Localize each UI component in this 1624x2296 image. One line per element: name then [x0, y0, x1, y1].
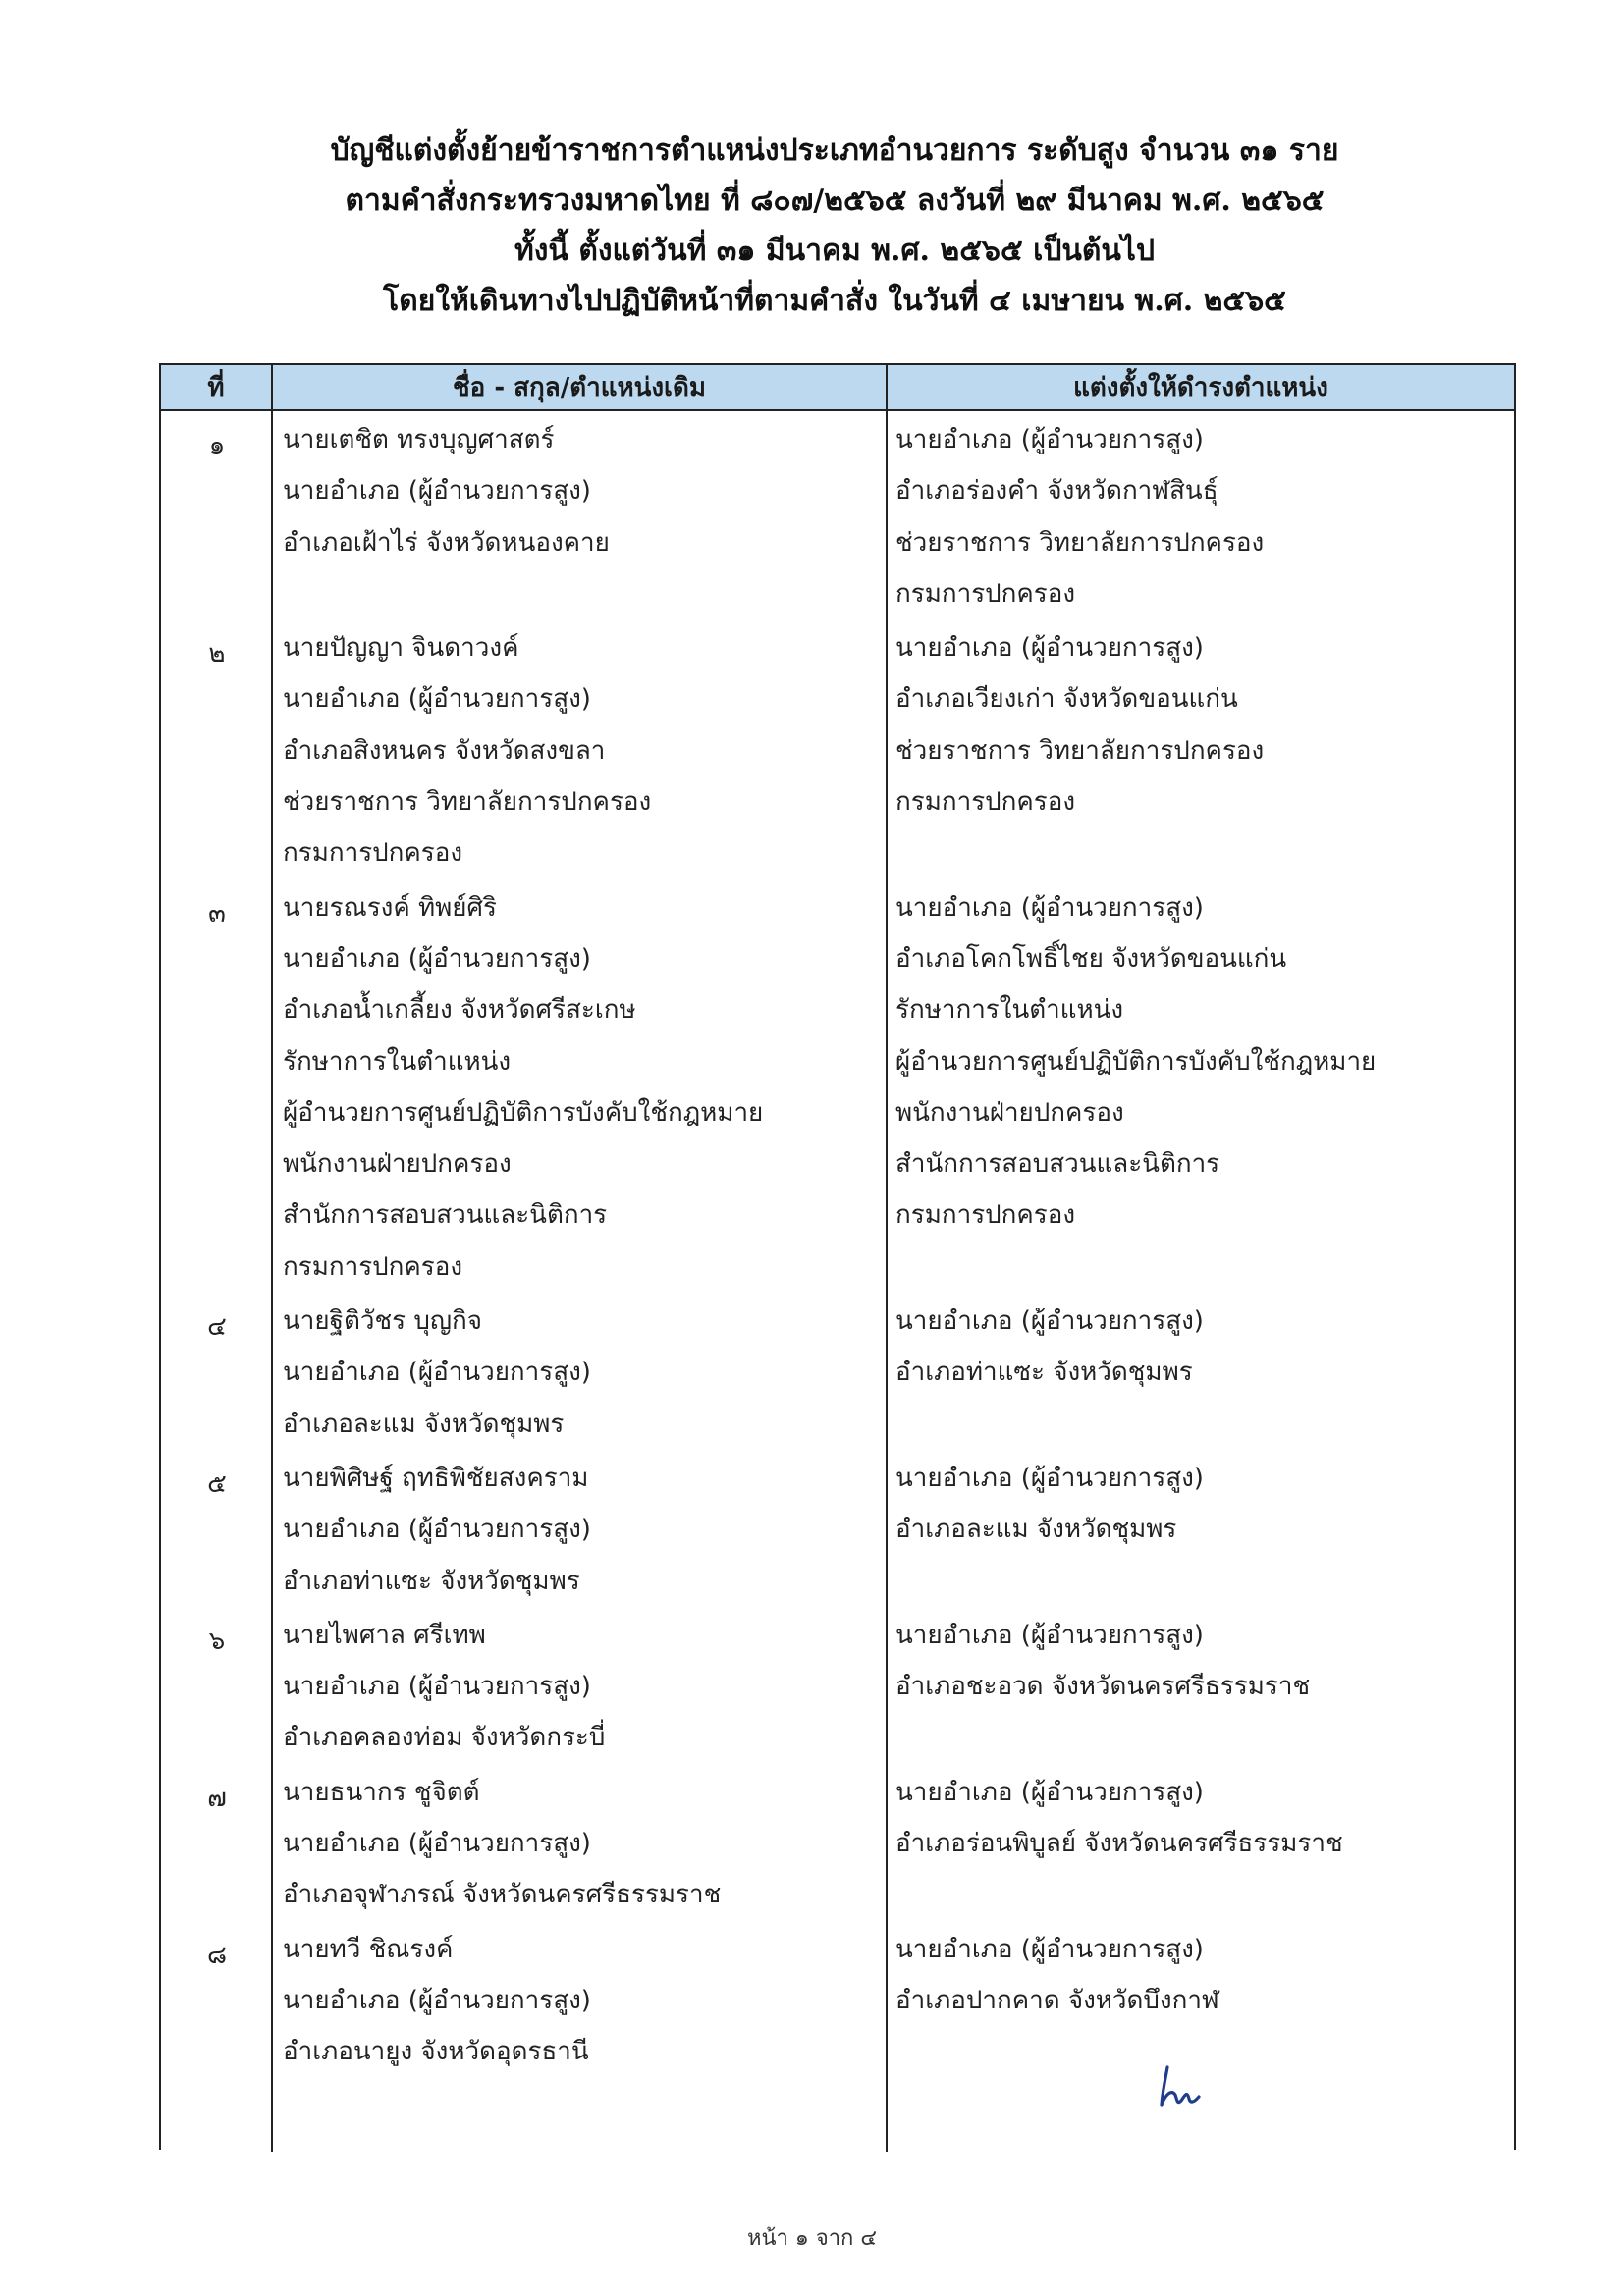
cell-line: กรมการปกครอง — [895, 1201, 1076, 1231]
cell-line: อำเภอท่าแซะ จังหวัดชุมพร — [283, 1566, 580, 1596]
cell-line — [895, 1869, 1514, 1920]
row-number: ๑ — [208, 431, 226, 460]
cell-line: อำเภอละแม จังหวัดชุมพร — [895, 1515, 1177, 1545]
cell-line — [895, 828, 1514, 879]
appointment-table — [159, 363, 1516, 2150]
cell-line — [895, 1712, 1514, 1763]
cell-line: อำเภอนายูง จังหวัดอุดรธานี — [283, 2037, 589, 2067]
cell-line: รักษาการในตำแหน่ง — [895, 995, 1124, 1026]
cell-line: กรมการปกครอง — [895, 787, 1076, 818]
row-number: ๔ — [207, 1312, 227, 1343]
cell-line: สำนักการสอบสวนและนิติการ — [283, 1201, 608, 1231]
cell-line — [895, 1242, 1514, 1293]
cell-line: นายอำเภอ (ผู้อำนวยการสูง) — [895, 633, 1204, 664]
header-line-1: บัญชีแต่งตั้งย้ายข้าราชการตำแหน่งประเภทอำนวยการ ระดับสูง จำนวน ๓๑ ราย — [330, 133, 1339, 168]
name-old-position-cell — [273, 1453, 888, 1607]
cell-line: นายอำเภอ (ผู้อำนวยการสูง) — [283, 476, 591, 507]
header-line-4: โดยให้เดินทางไปปฏิบัติหน้าที่ตามคำสั่ง ในวันที่ ๔ เมษายน พ.ศ. ๒๕๖๕ — [383, 284, 1286, 318]
row-number: ๖ — [208, 1626, 226, 1656]
cell-line: อำเภอร่องคำ จังหวัดกาฬสินธุ์ — [895, 476, 1218, 507]
cell-line: นายอำเภอ (ผู้อำนวยการสูง) — [895, 1463, 1204, 1493]
cell-line: นายรณรงค์ ทิพย์ศิริ — [283, 892, 497, 923]
table-row — [161, 880, 1514, 1293]
new-position-cell — [888, 1296, 1514, 1450]
cell-line: รักษาการในตำแหน่ง — [283, 1046, 512, 1077]
new-position-cell — [888, 622, 1514, 879]
document-header — [157, 126, 1512, 326]
cell-line: นายทวี ชิณรงค์ — [283, 1934, 454, 1964]
header-line-3: ทั้งนี้ ตั้งแต่วันที่ ๓๑ มีนาคม พ.ศ. ๒๕๖๕ เป็นต้นไป — [514, 234, 1156, 268]
cell-line: อำเภอสิงหนคร จังหวัดสงขลา — [283, 735, 606, 766]
table-row — [161, 619, 1514, 879]
cell-line: นายไพศาล ศรีเทพ — [283, 1620, 486, 1650]
name-old-position-cell — [273, 414, 888, 619]
cell-line: อำเภอละแม จังหวัดชุมพร — [283, 1409, 565, 1439]
cell-line: นายอำเภอ (ผู้อำนวยการสูง) — [895, 1620, 1204, 1650]
cell-line: นายอำเภอ (ผู้อำนวยการสูง) — [283, 1515, 591, 1545]
cell-line: สำนักการสอบสวนและนิติการ — [895, 1149, 1220, 1180]
cell-line: อำเภอโคกโพธิ์ไชย จังหวัดขอนแก่น — [895, 943, 1287, 974]
cell-line: ช่วยราชการ วิทยาลัยการปกครอง — [283, 787, 652, 818]
row-number: ๘ — [206, 1940, 228, 1970]
table-row — [161, 1921, 1514, 2078]
table-header — [161, 363, 1514, 411]
page-number: หน้า ๑ จาก ๔ — [746, 2226, 878, 2251]
cell-line: อำเภอน้ำเกลี้ยง จังหวัดศรีสะเกษ — [283, 995, 636, 1026]
cell-line: นายอำเภอ (ผู้อำนวยการสูง) — [283, 1985, 591, 2015]
cell-line: อำเภอปากคาด จังหวัดบึงกาฬ — [895, 1985, 1219, 2015]
cell-line: นายอำเภอ (ผู้อำนวยการสูง) — [895, 1777, 1204, 1807]
cell-line: นายอำเภอ (ผู้อำนวยการสูง) — [895, 1307, 1204, 1337]
table-rows — [161, 411, 1514, 2078]
cell-line: นายอำเภอ (ผู้อำนวยการสูง) — [283, 1672, 591, 1702]
new-position-cell — [888, 1453, 1514, 1607]
column-header-no: ที่ — [161, 365, 273, 409]
header-line-2: ตามคำสั่งกระทรวงมหาดไทย ที่ ๘๐๗/๒๕๖๕ ลงวันที่ ๒๙ มีนาคม พ.ศ. ๒๕๖๕ — [345, 184, 1325, 218]
cell-line: นายอำเภอ (ผู้อำนวยการสูง) — [283, 1829, 591, 1859]
cell-line: อำเภอเวียงเก่า จังหวัดขอนแก่น — [895, 684, 1238, 715]
cell-line: นายปัญญา จินดาวงค์ — [283, 633, 519, 664]
cell-line: นายอำเภอ (ผู้อำนวยการสูง) — [895, 892, 1204, 923]
row-number: ๒ — [208, 639, 226, 669]
cell-line: นายอำเภอ (ผู้อำนวยการสูง) — [283, 943, 591, 974]
cell-line: ช่วยราชการ วิทยาลัยการปกครอง — [895, 735, 1265, 766]
cell-line: นายอำเภอ (ผู้อำนวยการสูง) — [895, 1934, 1204, 1964]
name-old-position-cell — [273, 1296, 888, 1450]
cell-line: นายธนากร ชูจิตต์ — [283, 1777, 480, 1807]
cell-line: อำเภอท่าแซะ จังหวัดชุมพร — [895, 1358, 1193, 1388]
cell-line: นายพิศิษฐ์ ฤทธิพิชัยสงคราม — [283, 1463, 589, 1493]
cell-line — [895, 1399, 1514, 1450]
cell-line: กรมการปกครอง — [895, 578, 1076, 609]
cell-line: นายอำเภอ (ผู้อำนวยการสูง) — [895, 425, 1204, 454]
cell-line: ช่วยราชการ วิทยาลัยการปกครอง — [895, 527, 1265, 558]
name-old-position-cell — [273, 1610, 888, 1764]
name-old-position-cell — [273, 882, 888, 1293]
cell-line: อำเภอจุฬาภรณ์ จังหวัดนครศรีธรรมราช — [283, 1880, 722, 1910]
new-position-cell — [888, 882, 1514, 1293]
name-old-position-cell — [273, 1767, 888, 1921]
cell-line: ผู้อำนวยการศูนย์ปฏิบัติการบังคับใช้กฎหมาย — [895, 1046, 1377, 1077]
cell-line: ผู้อำนวยการศูนย์ปฏิบัติการบังคับใช้กฎหมาย — [283, 1097, 764, 1128]
cell-line — [283, 568, 888, 619]
cell-line: พนักงานฝ่ายปกครอง — [895, 1097, 1124, 1128]
name-old-position-cell — [273, 622, 888, 879]
name-old-position-cell — [273, 1924, 888, 2078]
signature-mark — [1154, 2061, 1213, 2110]
cell-line: กรมการปกครอง — [283, 1252, 463, 1282]
cell-line: นายเตชิต ทรงบุญศาสตร์ — [283, 425, 555, 454]
cell-line: อำเภอคลองท่อม จังหวัดกระบี่ — [283, 1723, 606, 1753]
cell-line: กรมการปกครอง — [283, 838, 463, 869]
new-position-cell — [888, 1924, 1514, 2078]
new-position-cell — [888, 414, 1514, 619]
row-number: ๗ — [207, 1783, 227, 1813]
cell-line: อำเภอเฝ้าไร่ จังหวัดหนองคาย — [283, 527, 610, 558]
table-body — [161, 411, 1514, 2152]
row-number: ๕ — [207, 1468, 227, 1499]
table-row — [161, 411, 1514, 619]
cell-line: อำเภอร่อนพิบูลย์ จังหวัดนครศรีธรรมราช — [895, 1829, 1343, 1859]
table-row — [161, 1607, 1514, 1764]
table-row — [161, 1293, 1514, 1450]
cell-line: นายฐิติวัชร บุญกิจ — [283, 1307, 482, 1337]
cell-line: อำเภอชะอวด จังหวัดนครศรีธรรมราช — [895, 1672, 1311, 1702]
new-position-cell — [888, 1767, 1514, 1921]
column-header-name-old-position: ชื่อ - สกุล/ตำแหน่งเดิม — [273, 365, 888, 409]
new-position-cell — [888, 1610, 1514, 1764]
column-header-new-position: แต่งตั้งให้ดำรงตำแหน่ง — [1073, 373, 1328, 402]
cell-line: พนักงานฝ่ายปกครอง — [283, 1149, 512, 1180]
row-number: ๓ — [208, 898, 226, 929]
cell-line: นายอำเภอ (ผู้อำนวยการสูง) — [283, 684, 591, 715]
table-row — [161, 1764, 1514, 1921]
cell-line — [895, 1556, 1514, 1607]
cell-line: นายอำเภอ (ผู้อำนวยการสูง) — [283, 1358, 591, 1388]
table-row — [161, 1450, 1514, 1607]
